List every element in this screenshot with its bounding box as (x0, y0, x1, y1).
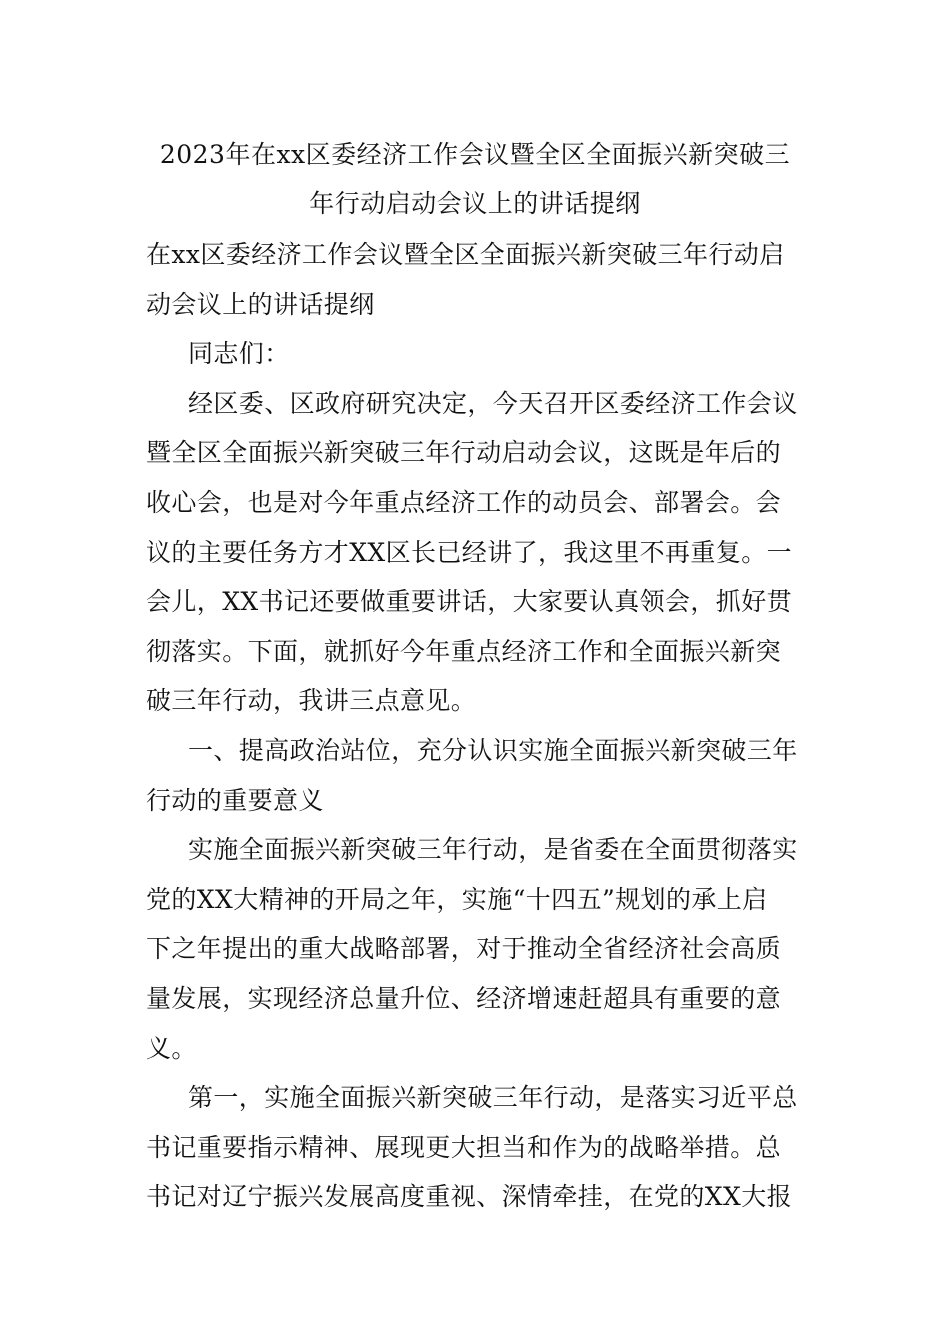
document-body (146, 230, 806, 1222)
paragraph-subtitle (146, 230, 806, 329)
text-line: 在xx区委经济工作会议暨全区全面振兴新突破三年行动启 (146, 240, 785, 269)
text-line: 会儿，XX书记还要做重要讲话，大家要认真领会，抓好贯 (146, 587, 792, 617)
text-line: 书记重要指示精神、展现更大担当和作为的战略举措。总 (146, 1132, 782, 1162)
text-line: 经区委、区政府研究决定，今天召开区委经济工作会议 (188, 388, 798, 418)
paragraph-intro (146, 379, 806, 726)
text-line: 破三年行动，我讲三点意见。 (146, 686, 477, 716)
text-line: 下之年提出的重大战略部署，对于推动全省经济社会高质 (146, 934, 782, 964)
text-line: 第一，实施全面振兴新突破三年行动，是落实习近平总 (188, 1083, 798, 1113)
text-line: 一、提高政治站位，充分认识实施全面振兴新突破三年 (188, 735, 798, 765)
text-line: 同志们： (188, 339, 290, 369)
text-line: 彻落实。下面，就抓好今年重点经济工作和全面振兴新突 (146, 636, 782, 666)
paragraph-significance (146, 825, 806, 1073)
title-line-1: 2023年在xx区委经济工作会议暨全区全面振兴新突破三 (159, 140, 791, 169)
title-line-2: 年行动启动会议上的讲话提纲 (309, 189, 641, 218)
text-line: 议的主要任务方才XX区长已经讲了，我这里不再重复。一 (146, 537, 792, 567)
text-line: 收心会，也是对今年重点经济工作的动员会、部署会。会 (146, 487, 782, 517)
text-line: 实施全面振兴新突破三年行动，是省委在全面贯彻落实 (188, 835, 798, 865)
text-line: 暨全区全面振兴新突破三年行动启动会议，这既是年后的 (146, 438, 782, 468)
text-line: 动会议上的讲话提纲 (146, 289, 375, 319)
text-line: 义。 (146, 1033, 197, 1063)
document-title (140, 130, 810, 228)
paragraph-first-point (146, 1073, 806, 1222)
paragraph-salutation (146, 329, 806, 379)
text-line: 量发展，实现经济总量升位、经济增速赶超具有重要的意 (146, 983, 782, 1013)
section-heading-1 (146, 726, 806, 825)
text-line: 行动的重要意义 (146, 785, 324, 815)
text-line: 书记对辽宁振兴发展高度重视、深情牵挂，在党的XX大报 (146, 1182, 792, 1212)
text-line: 党的XX大精神的开局之年，实施“十四五”规划的承上启 (146, 884, 768, 914)
